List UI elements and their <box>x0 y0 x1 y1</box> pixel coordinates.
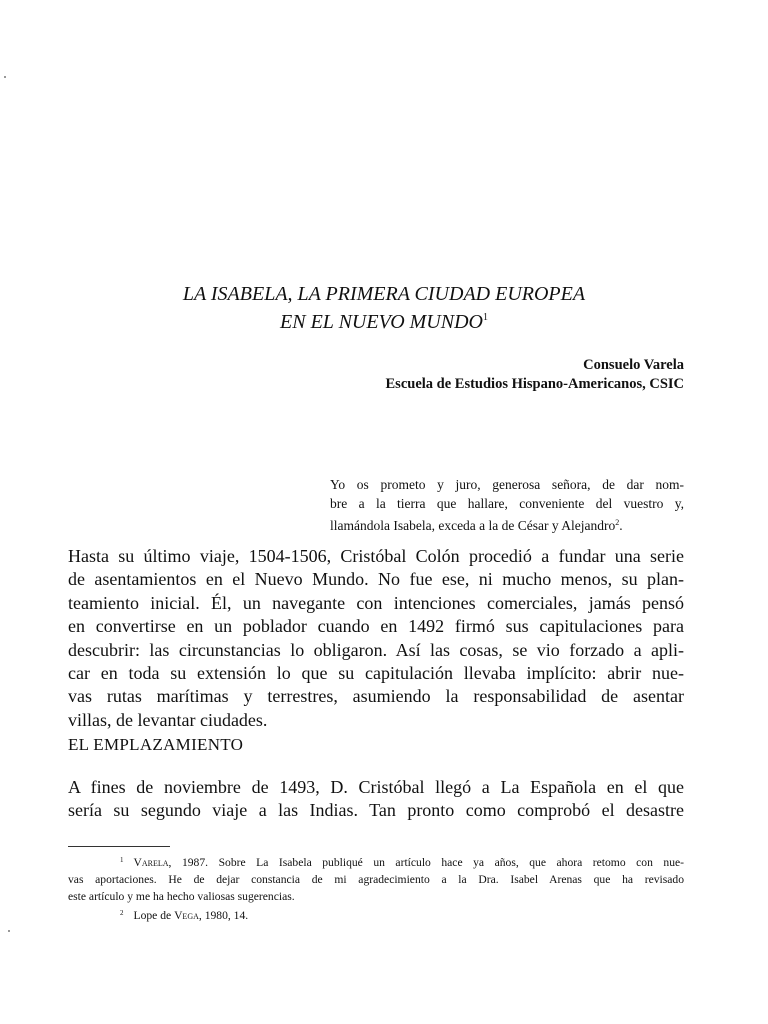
body-line: descubrir: las circunstancias lo obligaron. Así las cosas, se vio forzado a apli- <box>68 639 684 660</box>
body-line: vas rutas marítimas y terrestres, asumiendo la responsabilidad de asentar <box>68 686 684 707</box>
footnote-2-text: , 1980, 14. <box>198 909 249 922</box>
paragraph-1 <box>68 545 684 732</box>
scan-speck <box>8 930 10 932</box>
body-line: A fines de noviembre de 1493, D. Cristóbal llegó a La Española en el que <box>68 777 684 797</box>
body-line: villas, de levantar ciudades. <box>68 709 268 730</box>
section-heading: EL EMPLAZAMIENTO <box>68 735 244 754</box>
body-line: teamiento inicial. Él, un navegante con intenciones comerciales, jamás pensó <box>68 592 684 613</box>
footnote-1-line: vas aportaciones. He de dejar constancia de mi agradecimiento a la Dra. Isabel Arenas que ha revisado <box>68 873 684 886</box>
author-affiliation: Escuela de Estudios Hispano-Americanos, CSIC <box>385 376 684 392</box>
footnote-1-author: Varela <box>133 856 169 869</box>
epigraph-end: . <box>619 518 623 533</box>
epigraph-line: Yo os prometo y juro, generosa señora, de dar nom- <box>330 477 684 492</box>
epigraph-footnote-ref: 2 <box>615 518 620 527</box>
scan-speck <box>4 76 6 78</box>
footnote-2-author: Vega <box>174 909 199 922</box>
footnote-1-text: , 1987. Sobre La Isabela publiqué un artículo hace ya años, que ahora retomo con nue- <box>168 856 684 869</box>
footnotes <box>68 852 684 924</box>
footnote-divider <box>68 846 170 847</box>
epigraph-line: bre a la tierra que hallare, conveniente del vuestro y, <box>330 496 684 511</box>
body-line: car en toda su extensión lo que su capitulación llevaba implícito: abrir nue- <box>68 662 684 683</box>
epigraph-line: llamándola Isabela, exceda a la de César y Alejandro <box>330 518 616 533</box>
footnote-1-line: este artículo y me ha hecho valiosas sugerencias. <box>68 890 295 903</box>
footnote-1-mark: 1 <box>120 856 124 864</box>
body-line: Hasta su último viaje, 1504-1506, Cristóbal Colón procedió a fundar una serie <box>68 546 684 566</box>
epigraph <box>330 475 684 535</box>
title-footnote-ref: 1 <box>482 312 488 323</box>
title-line-2 <box>0 306 768 334</box>
footnote-2-line <box>68 905 684 924</box>
body-line: sería su segundo viaje a las Indias. Tan pronto como comprobó el desastre <box>68 800 684 821</box>
body-line: en convertirse en un poblador cuando en 1492 firmó sus capitulaciones para <box>68 616 684 637</box>
author-block <box>386 356 685 394</box>
title-line-2-text: EN EL NUEVO MUNDO <box>280 311 483 333</box>
footnote-1-line <box>68 852 684 871</box>
body-line: de asentamientos en el Nuevo Mundo. No fue ese, ni mucho menos, su plan- <box>68 569 684 590</box>
epigraph-line-last <box>330 513 684 535</box>
title-line-1: LA ISABELA, LA PRIMERA CIUDAD EUROPEA <box>182 283 586 305</box>
article-title <box>0 282 768 334</box>
author-name: Consuelo Varela <box>583 357 684 373</box>
paragraph-2 <box>68 776 684 823</box>
footnote-2-author-pre: Lope de <box>133 909 175 922</box>
footnote-2-mark: 2 <box>120 909 124 917</box>
